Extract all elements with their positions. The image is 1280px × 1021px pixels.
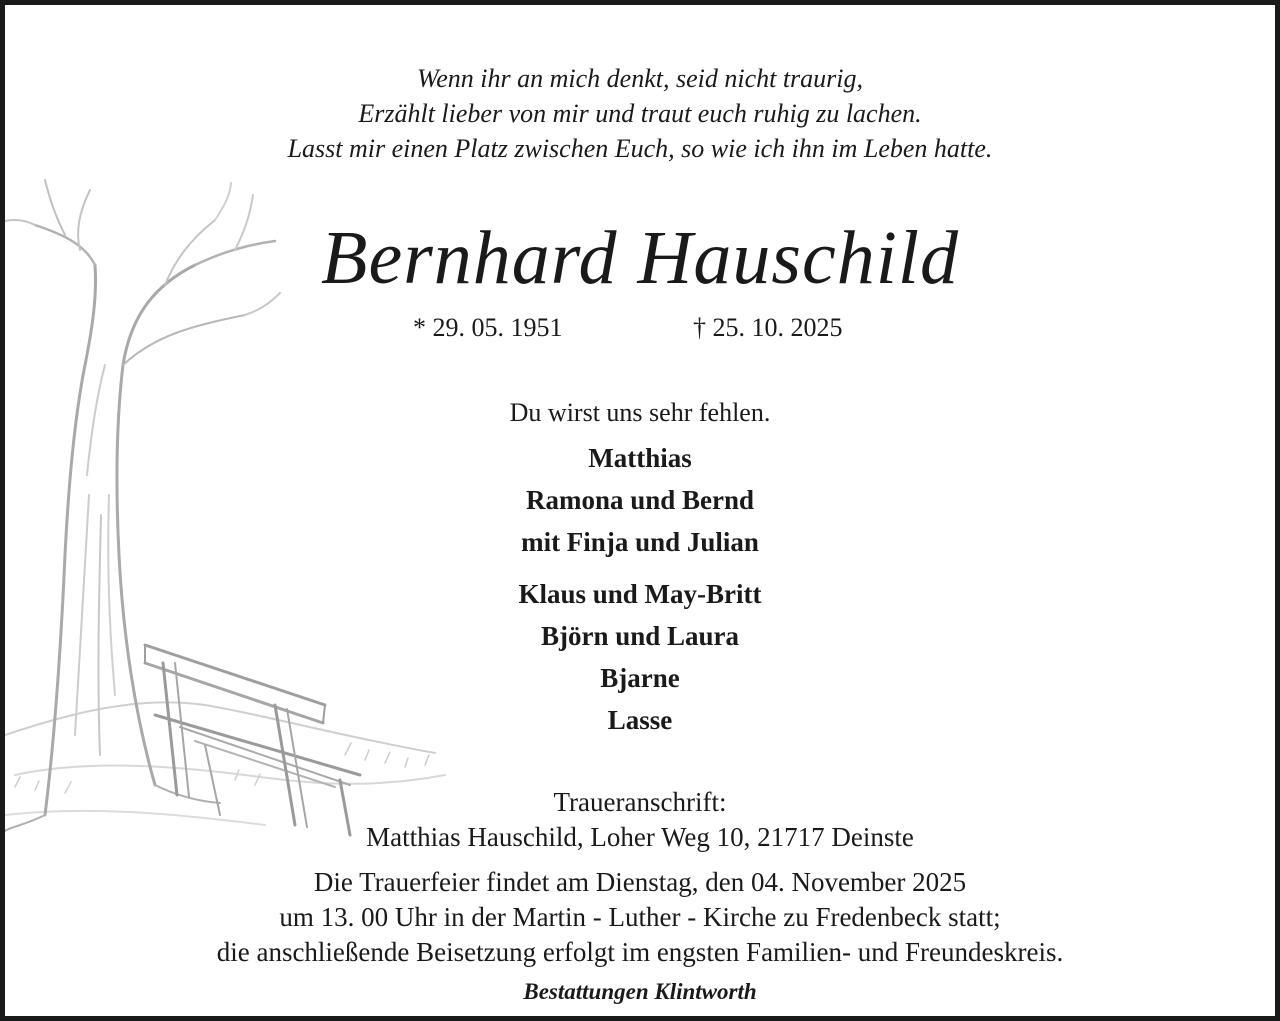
poem-line: Wenn ihr an mich denkt, seid nicht traurig, xyxy=(416,64,864,93)
service-line: Die Trauerfeier findet am Dienstag, den 04. November 2025 xyxy=(313,867,967,897)
birth-date: * 29. 05. 1951 xyxy=(413,313,563,342)
mourner-name: Matthias xyxy=(588,443,692,473)
service-line: um 13. 00 Uhr in der Martin - Luther - Kirche zu Fredenbeck statt; xyxy=(279,902,1001,932)
funeral-service-info xyxy=(5,865,1275,970)
mourners-group-1 xyxy=(5,437,1275,563)
undertaker-name: Bestattungen Klintworth xyxy=(523,979,757,1004)
notice-content xyxy=(5,5,1275,1016)
farewell-message: Du wirst uns sehr fehlen. xyxy=(509,398,771,427)
mourning-address xyxy=(5,785,1275,855)
mourner-name: Bjarne xyxy=(600,663,680,693)
death-date: † 25. 10. 2025 xyxy=(693,313,843,342)
mourner-name: Klaus und May-Britt xyxy=(518,579,762,609)
deceased-name: Bernhard Hauschild xyxy=(321,216,959,300)
address-label: Traueranschrift: xyxy=(553,787,727,817)
mourner-name: Lasse xyxy=(607,705,673,735)
service-line: die anschließende Beisetzung erfolgt im engsten Familien- und Freundeskreis. xyxy=(216,937,1064,967)
mourner-name: mit Finja und Julian xyxy=(521,527,759,557)
mourner-name: Björn und Laura xyxy=(540,621,740,651)
mourners-group-2 xyxy=(5,573,1275,741)
memorial-poem xyxy=(5,61,1275,166)
address-line: Matthias Hauschild, Loher Weg 10, 21717 Deinste xyxy=(366,822,914,852)
mourner-name: Ramona und Bernd xyxy=(525,485,755,515)
poem-line: Lasst mir einen Platz zwischen Euch, so wie ich ihn im Leben hatte. xyxy=(287,134,993,163)
poem-line: Erzählt lieber von mir und traut euch ruhig zu lachen. xyxy=(358,99,922,128)
